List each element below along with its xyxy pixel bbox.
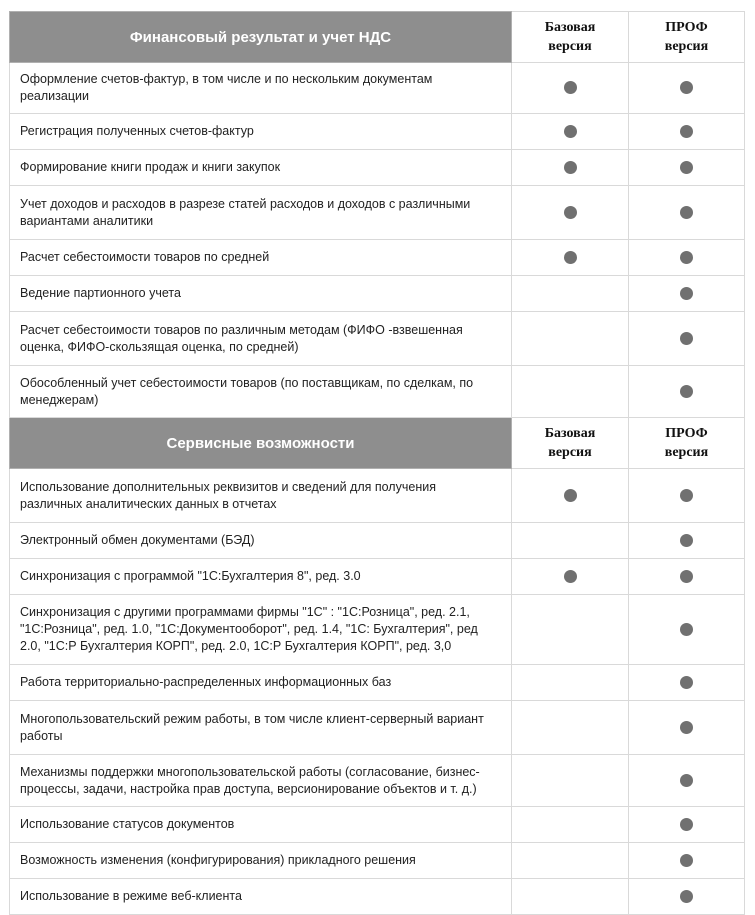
feature-label: Синхронизация с другими программами фирмы "1С" : "1С:Розница", ред. 2.1, "1С:Розница", ред. 1.0, "1С:Документооборот", ред. 1.4, "1С: Бухгалтерия", ред 2.0, "1С:Р Бухгалтерия КОРП", ред. 2.0, 1С:Р Бухгалтерия КОРП", ред. 3,0	[10, 595, 512, 665]
prof-version-cell	[629, 240, 745, 276]
included-dot-icon	[680, 206, 693, 219]
prof-version-cell	[629, 469, 745, 523]
column-header-prof	[629, 12, 745, 63]
feature-row	[10, 843, 745, 879]
included-dot-icon	[680, 818, 693, 831]
feature-row	[10, 755, 745, 807]
section-header-row	[10, 12, 745, 63]
included-dot-icon	[680, 854, 693, 867]
column-header-base	[512, 12, 629, 63]
feature-row	[10, 701, 745, 755]
feature-row	[10, 807, 745, 843]
section-header-row	[10, 418, 745, 469]
prof-version-cell	[629, 843, 745, 879]
base-version-cell	[512, 879, 629, 915]
included-dot-icon	[680, 676, 693, 689]
section-title: Сервисные возможности	[10, 418, 512, 469]
included-dot-icon	[680, 125, 693, 138]
column-header-base-line2: версия	[548, 445, 592, 460]
base-version-cell	[512, 559, 629, 595]
prof-version-cell	[629, 63, 745, 114]
base-version-cell	[512, 523, 629, 559]
prof-version-cell	[629, 665, 745, 701]
base-version-cell	[512, 114, 629, 150]
feature-row	[10, 240, 745, 276]
base-version-cell	[512, 807, 629, 843]
prof-version-cell	[629, 595, 745, 665]
feature-label: Расчет себестоимости товаров по различным методам (ФИФО -взвешенная оценка, ФИФО-скользящая оценка, по средней)	[10, 312, 512, 366]
feature-row	[10, 312, 745, 366]
included-dot-icon	[680, 534, 693, 547]
included-dot-icon	[680, 774, 693, 787]
comparison-table	[9, 11, 745, 915]
feature-row	[10, 469, 745, 523]
base-version-cell	[512, 469, 629, 523]
feature-row	[10, 186, 745, 240]
column-header-base-line2: версия	[548, 39, 592, 54]
prof-version-cell	[629, 312, 745, 366]
feature-row	[10, 665, 745, 701]
feature-label: Ведение партионного учета	[10, 276, 512, 312]
included-dot-icon	[680, 721, 693, 734]
prof-version-cell	[629, 276, 745, 312]
included-dot-icon	[680, 570, 693, 583]
prof-version-cell	[629, 366, 745, 418]
base-version-cell	[512, 595, 629, 665]
column-header-base	[512, 418, 629, 469]
prof-version-cell	[629, 879, 745, 915]
feature-row	[10, 523, 745, 559]
included-dot-icon	[680, 385, 693, 398]
feature-label: Оформление счетов-фактур, в том числе и по нескольким документам реализации	[10, 63, 512, 114]
included-dot-icon	[564, 81, 577, 94]
column-header-base-line1: Базовая	[544, 20, 596, 35]
prof-version-cell	[629, 559, 745, 595]
prof-version-cell	[629, 701, 745, 755]
comparison-table-wrapper	[9, 11, 744, 915]
included-dot-icon	[564, 251, 577, 264]
base-version-cell	[512, 665, 629, 701]
included-dot-icon	[680, 489, 693, 502]
included-dot-icon	[680, 332, 693, 345]
feature-label: Расчет себестоимости товаров по средней	[10, 240, 512, 276]
prof-version-cell	[629, 150, 745, 186]
included-dot-icon	[680, 251, 693, 264]
feature-row	[10, 150, 745, 186]
base-version-cell	[512, 63, 629, 114]
included-dot-icon	[564, 161, 577, 174]
feature-row	[10, 879, 745, 915]
included-dot-icon	[564, 489, 577, 502]
prof-version-cell	[629, 114, 745, 150]
feature-row	[10, 276, 745, 312]
feature-label: Электронный обмен документами (БЭД)	[10, 523, 512, 559]
base-version-cell	[512, 186, 629, 240]
column-header-prof	[629, 418, 745, 469]
prof-version-cell	[629, 523, 745, 559]
feature-label: Использование статусов документов	[10, 807, 512, 843]
included-dot-icon	[680, 623, 693, 636]
comparison-table-body	[10, 12, 745, 915]
feature-row	[10, 63, 745, 114]
included-dot-icon	[680, 161, 693, 174]
included-dot-icon	[564, 206, 577, 219]
feature-label: Учет доходов и расходов в разрезе статей расходов и доходов с различными вариантами аналитики	[10, 186, 512, 240]
feature-row	[10, 595, 745, 665]
feature-label: Многопользовательский режим работы, в том числе клиент-серверный вариант работы	[10, 701, 512, 755]
feature-label: Регистрация полученных счетов-фактур	[10, 114, 512, 150]
feature-label: Использование дополнительных реквизитов и сведений для получения различных аналитических данных в отчетах	[10, 469, 512, 523]
prof-version-cell	[629, 807, 745, 843]
included-dot-icon	[564, 570, 577, 583]
feature-label: Синхронизация с программой "1С:Бухгалтерия 8", ред. 3.0	[10, 559, 512, 595]
base-version-cell	[512, 843, 629, 879]
feature-label: Использование в режиме веб-клиента	[10, 879, 512, 915]
feature-row	[10, 559, 745, 595]
base-version-cell	[512, 701, 629, 755]
base-version-cell	[512, 276, 629, 312]
feature-label: Возможность изменения (конфигурирования) прикладного решения	[10, 843, 512, 879]
feature-label: Обособленный учет себестоимости товаров (по поставщикам, по сделкам, по менеджерам)	[10, 366, 512, 418]
included-dot-icon	[564, 125, 577, 138]
included-dot-icon	[680, 81, 693, 94]
column-header-base-line1: Базовая	[544, 426, 596, 441]
base-version-cell	[512, 240, 629, 276]
base-version-cell	[512, 366, 629, 418]
base-version-cell	[512, 755, 629, 807]
prof-version-cell	[629, 186, 745, 240]
feature-label: Формирование книги продаж и книги закупок	[10, 150, 512, 186]
column-header-prof-line2: версия	[664, 39, 709, 54]
prof-version-cell	[629, 755, 745, 807]
included-dot-icon	[680, 287, 693, 300]
base-version-cell	[512, 150, 629, 186]
base-version-cell	[512, 312, 629, 366]
section-title: Финансовый результат и учет НДС	[10, 12, 512, 63]
feature-row	[10, 114, 745, 150]
column-header-prof-line1: ПРОФ	[665, 426, 708, 441]
feature-label: Механизмы поддержки многопользовательской работы (согласование, бизнес-процессы, задачи, настройка прав доступа, версионирование объектов и т. д.)	[10, 755, 512, 807]
column-header-prof-line1: ПРОФ	[665, 20, 708, 35]
included-dot-icon	[680, 890, 693, 903]
feature-row	[10, 366, 745, 418]
column-header-prof-line2: версия	[664, 445, 709, 460]
feature-label: Работа территориально-распределенных информационных баз	[10, 665, 512, 701]
